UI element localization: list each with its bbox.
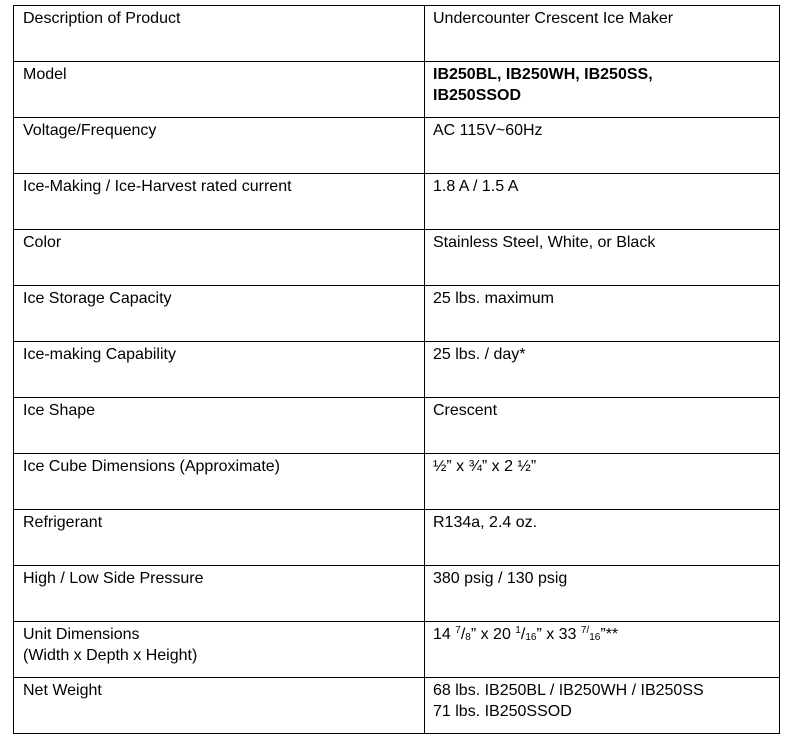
row-label: Ice-making Capability xyxy=(14,342,425,398)
row-label: Color xyxy=(14,230,425,286)
weight-line: 68 lbs. IB250BL / IB250WH / IB250SS xyxy=(433,682,704,699)
row-label: Refrigerant xyxy=(14,510,425,566)
table-row xyxy=(14,6,780,62)
row-label: Model xyxy=(14,62,425,118)
row-label: Ice-Making / Ice-Harvest rated current xyxy=(14,174,425,230)
dim-text: ” x 33 xyxy=(536,626,581,643)
dim-text: ” x 20 xyxy=(470,626,516,643)
model-line: IB250BL, IB250WH, IB250SS, xyxy=(433,66,653,83)
row-label: Net Weight xyxy=(14,678,425,734)
fraction-num: 7/ xyxy=(580,625,590,636)
spec-table xyxy=(13,5,780,734)
row-value: Undercounter Crescent Ice Maker xyxy=(425,6,780,62)
fraction-den: 16 xyxy=(525,632,537,643)
row-label: Ice Cube Dimensions (Approximate) xyxy=(14,454,425,510)
table-row xyxy=(14,510,780,566)
row-value: Crescent xyxy=(425,398,780,454)
table-row xyxy=(14,118,780,174)
row-value xyxy=(425,678,780,734)
row-value: 14 $^7/_8$” x 20 $^1/_{16}$” x 33 $^{7/}_{16}$”** xyxy=(425,622,780,678)
table-row xyxy=(14,566,780,622)
table-row xyxy=(14,398,780,454)
row-value: 1.8 A / 1.5 A xyxy=(425,174,780,230)
model-line: IB250SSOD xyxy=(433,87,522,104)
row-label: High / Low Side Pressure xyxy=(14,566,425,622)
table-row xyxy=(14,62,780,118)
weight-line: 71 lbs. IB250SSOD xyxy=(433,703,572,720)
table-row xyxy=(14,622,780,678)
dim-text: ”** xyxy=(600,626,619,643)
row-label xyxy=(14,622,425,678)
fraction-num: 1 xyxy=(515,625,521,636)
row-label: Ice Shape xyxy=(14,398,425,454)
table-row xyxy=(14,342,780,398)
table-row xyxy=(14,678,780,734)
row-label: Ice Storage Capacity xyxy=(14,286,425,342)
dim-text: 14 xyxy=(433,626,456,643)
fraction-den: 16 xyxy=(589,632,601,643)
fraction-num: 7 xyxy=(455,625,461,636)
label-line: (Width x Depth x Height) xyxy=(23,647,198,664)
label-line: Unit Dimensions xyxy=(23,626,140,643)
table-row xyxy=(14,286,780,342)
table-row xyxy=(14,174,780,230)
row-value: Stainless Steel, White, or Black xyxy=(425,230,780,286)
table-row xyxy=(14,230,780,286)
row-value: R134a, 2.4 oz. xyxy=(425,510,780,566)
row-value: AC 115V~60Hz xyxy=(425,118,780,174)
row-value xyxy=(425,62,780,118)
row-label: Description of Product xyxy=(14,6,425,62)
fraction-den: 8 xyxy=(465,632,471,643)
row-label: Voltage/Frequency xyxy=(14,118,425,174)
row-value: 25 lbs. / day* xyxy=(425,342,780,398)
row-value: ½” x ¾” x 2 ½” xyxy=(425,454,780,510)
row-value: 380 psig / 130 psig xyxy=(425,566,780,622)
table-row xyxy=(14,454,780,510)
row-value: 25 lbs. maximum xyxy=(425,286,780,342)
